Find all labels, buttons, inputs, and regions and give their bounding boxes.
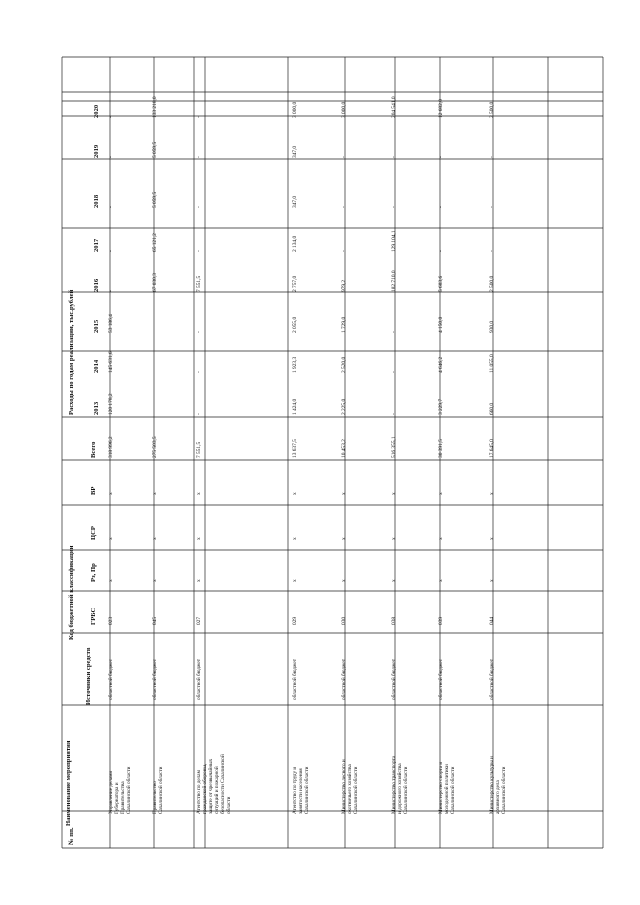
header-grbs: ГРБС: [90, 607, 97, 625]
row-total: 7 551,5: [196, 441, 202, 458]
row-entity: Сахалинской области: [304, 766, 310, 814]
row-vr: x: [341, 492, 347, 495]
row-year-value: -: [438, 206, 444, 208]
row-entity: занятости населения: [298, 768, 304, 814]
row-year-value: -: [108, 156, 114, 158]
row-year-value: -: [108, 250, 114, 252]
row-year-value: -: [489, 250, 495, 252]
row-year-value: -: [196, 156, 202, 158]
row-entity: Управление делами: [108, 770, 114, 814]
row-year-value: 1 729,0: [341, 316, 347, 333]
row-year-value: 930,0: [489, 320, 495, 333]
row-year-value: 129 104,1: [391, 230, 397, 252]
row-year-value: -: [391, 371, 397, 373]
row-year-value: 2 500,0: [489, 275, 495, 292]
row-year-value: -: [391, 413, 397, 415]
row-entity: Министерство лесного и: [341, 759, 347, 814]
row-year-value: 4 150,0: [438, 316, 444, 333]
row-entity: Агентство по труду и: [292, 766, 298, 814]
row-year-value: -: [108, 116, 114, 118]
row-year-value: 5 059,5: [152, 141, 158, 158]
row-entity: и дорожного хозяйства: [397, 763, 403, 814]
header-num: № пп.: [68, 827, 75, 845]
header-expenses-group: Расходы по годам реализации, тыс.рублей: [68, 289, 75, 415]
row-year-value: -: [438, 156, 444, 158]
row-entity: Сахалинской области: [403, 766, 409, 814]
row-year-value: 5 059,5: [152, 191, 158, 208]
row-total: 275 503,5: [152, 436, 158, 458]
row-csr: x: [341, 537, 347, 540]
header-vr: ВР: [90, 486, 97, 495]
header-event-name: Наименование мероприятия: [65, 740, 72, 826]
header-year-2015: 2015: [93, 319, 100, 333]
row-year-value: 1 424,0: [292, 398, 298, 415]
row-grbs: 030: [341, 616, 347, 625]
row-entity: Министерство транспорта: [391, 755, 397, 814]
row-entity: Сахалинской области: [501, 766, 507, 814]
row-year-value: 2 520,0: [341, 356, 347, 373]
row-csr: x: [391, 537, 397, 540]
row-year-value: -: [489, 156, 495, 158]
row-rz-pr: x: [152, 579, 158, 582]
header-year-2014: 2014: [93, 359, 100, 373]
row-year-value: -: [489, 206, 495, 208]
row-year-value: -: [196, 413, 202, 415]
row-rz-pr: x: [391, 579, 397, 582]
row-year-value: 3 000,0: [292, 101, 298, 118]
row-vr: x: [292, 492, 298, 495]
row-total: 13 637,5: [292, 439, 298, 458]
row-entity: области: [226, 796, 232, 814]
row-year-value: 65 121,2: [152, 233, 158, 252]
row-entity: Агентство по делам: [196, 770, 202, 814]
row-vr: x: [489, 492, 495, 495]
row-vr: x: [391, 492, 397, 495]
row-year-value: 182 710,0: [391, 270, 397, 292]
row-total: 318 996,2: [108, 436, 114, 458]
row-year-value: 12 682,0: [438, 99, 444, 118]
row-rz-pr: x: [489, 579, 495, 582]
row-year-value: 2 055,0: [292, 316, 298, 333]
row-grbs: 023: [108, 616, 114, 625]
row-csr: x: [196, 537, 202, 540]
row-vr: x: [438, 492, 444, 495]
row-year-value: 660,0: [489, 402, 495, 415]
row-year-value: 11 055,0: [489, 354, 495, 373]
row-year-value: 5 683,6: [438, 275, 444, 292]
row-source: областной бюджет: [196, 659, 202, 700]
row-csr: x: [438, 537, 444, 540]
row-year-value: -: [108, 206, 114, 208]
row-source: областной бюджет: [391, 659, 397, 700]
row-entity: Сахалинской области: [126, 766, 132, 814]
row-entity: Министерство спорта и: [438, 761, 444, 814]
header-funding-source: Источники средств: [85, 647, 92, 705]
row-year-value: -: [438, 250, 444, 252]
row-entity: Министерство культуры и: [489, 756, 495, 814]
row-total: 17 645,0: [489, 439, 495, 458]
header-rz-pr: Рз, Пр: [90, 563, 97, 582]
header-year-2018: 2018: [93, 194, 100, 208]
row-rz-pr: x: [196, 579, 202, 582]
row-year-value: 133 218,0: [152, 96, 158, 118]
row-year-value: 1 923,3: [292, 356, 298, 373]
row-year-value: 7 551,5: [196, 275, 202, 292]
row-year-value: -: [196, 331, 202, 333]
row-source: областной бюджет: [292, 659, 298, 700]
header-year-2013: 2013: [93, 401, 100, 415]
row-vr: x: [108, 492, 114, 495]
row-rz-pr: x: [292, 579, 298, 582]
row-entity: Сахалинской области: [353, 766, 359, 814]
row-entity: Сахалинской области: [158, 766, 164, 814]
row-grbs: 039: [438, 616, 444, 625]
row-entity: гражданской обороны,: [202, 763, 208, 814]
header-year-2017: 2017: [93, 238, 100, 252]
row-source: областной бюджет: [341, 659, 347, 700]
row-year-value: 3 000,0: [341, 101, 347, 118]
row-grbs: 044: [489, 616, 495, 625]
row-year-value: 120 178,2: [108, 393, 114, 415]
row-csr: x: [489, 537, 495, 540]
row-year-value: 2 134,0: [292, 235, 298, 252]
row-year-value: 3 229,7: [438, 398, 444, 415]
row-year-value: -: [196, 116, 202, 118]
row-year-value: 2 757,0: [292, 275, 298, 292]
row-source: областной бюджет: [489, 659, 495, 700]
row-year-value: -: [391, 156, 397, 158]
header-year-2020: 2020: [93, 104, 100, 118]
row-rz-pr: x: [341, 579, 347, 582]
header-year-2019: 2019: [93, 144, 100, 158]
row-year-value: -: [196, 206, 202, 208]
header-budget-code-group: Код бюджетной классификации: [68, 545, 75, 640]
row-year-value: 347,0: [292, 145, 298, 158]
row-entity: безопасности Сахалинской: [220, 754, 226, 814]
row-year-value: -: [108, 290, 114, 292]
header-csr: ЦСР: [90, 526, 97, 540]
row-year-value: 53 186,4: [108, 314, 114, 333]
row-csr: x: [108, 537, 114, 540]
row-vr: x: [152, 492, 158, 495]
row-year-value: -: [391, 206, 397, 208]
row-year-value: 204 541,0: [391, 96, 397, 118]
row-entity: охотничьего хозяйства: [347, 764, 353, 814]
row-source: областной бюджет: [438, 659, 444, 700]
row-entity: Губернатора и: [114, 782, 120, 814]
row-csr: x: [152, 537, 158, 540]
row-entity: Правительство: [152, 781, 158, 814]
row-grbs: 038: [391, 616, 397, 625]
row-grbs: 029: [292, 616, 298, 625]
row-csr: x: [292, 537, 298, 540]
row-grbs: 027: [196, 616, 202, 625]
row-vr: x: [196, 492, 202, 495]
row-entity: ситуаций и пожарной: [214, 766, 220, 814]
row-year-value: -: [391, 331, 397, 333]
row-year-value: 347,0: [292, 195, 298, 208]
row-year-value: -: [341, 206, 347, 208]
row-source: областной бюджет: [108, 659, 114, 700]
row-year-value: 4 646,2: [438, 356, 444, 373]
row-total: 30 391,5: [438, 439, 444, 458]
row-year-value: -: [341, 156, 347, 158]
row-year-value: -: [341, 250, 347, 252]
row-rz-pr: x: [438, 579, 444, 582]
header-total: Всего: [90, 441, 97, 458]
row-year-value: 979,2: [341, 279, 347, 292]
row-year-value: -: [196, 371, 202, 373]
row-total: 516 355,1: [391, 436, 397, 458]
row-year-value: -: [196, 250, 202, 252]
row-entity: молодежной политики: [444, 764, 450, 814]
row-entity: Сахалинской области: [450, 766, 456, 814]
row-year-value: 67 030,3: [152, 273, 158, 292]
row-entity: архивного дела: [495, 780, 501, 814]
row-year-value: 2 500,0: [489, 101, 495, 118]
row-total: 10 453,2: [341, 439, 347, 458]
row-grbs: 045: [152, 616, 158, 625]
row-source: областной бюджет: [152, 659, 158, 700]
row-rz-pr: x: [108, 579, 114, 582]
header-year-2016: 2016: [93, 278, 100, 292]
row-year-value: 145 631,6: [108, 351, 114, 373]
row-entity: защите от чрезвычайных: [208, 758, 214, 814]
row-entity: Правительства: [120, 781, 126, 814]
row-year-value: 2 225,0: [341, 398, 347, 415]
